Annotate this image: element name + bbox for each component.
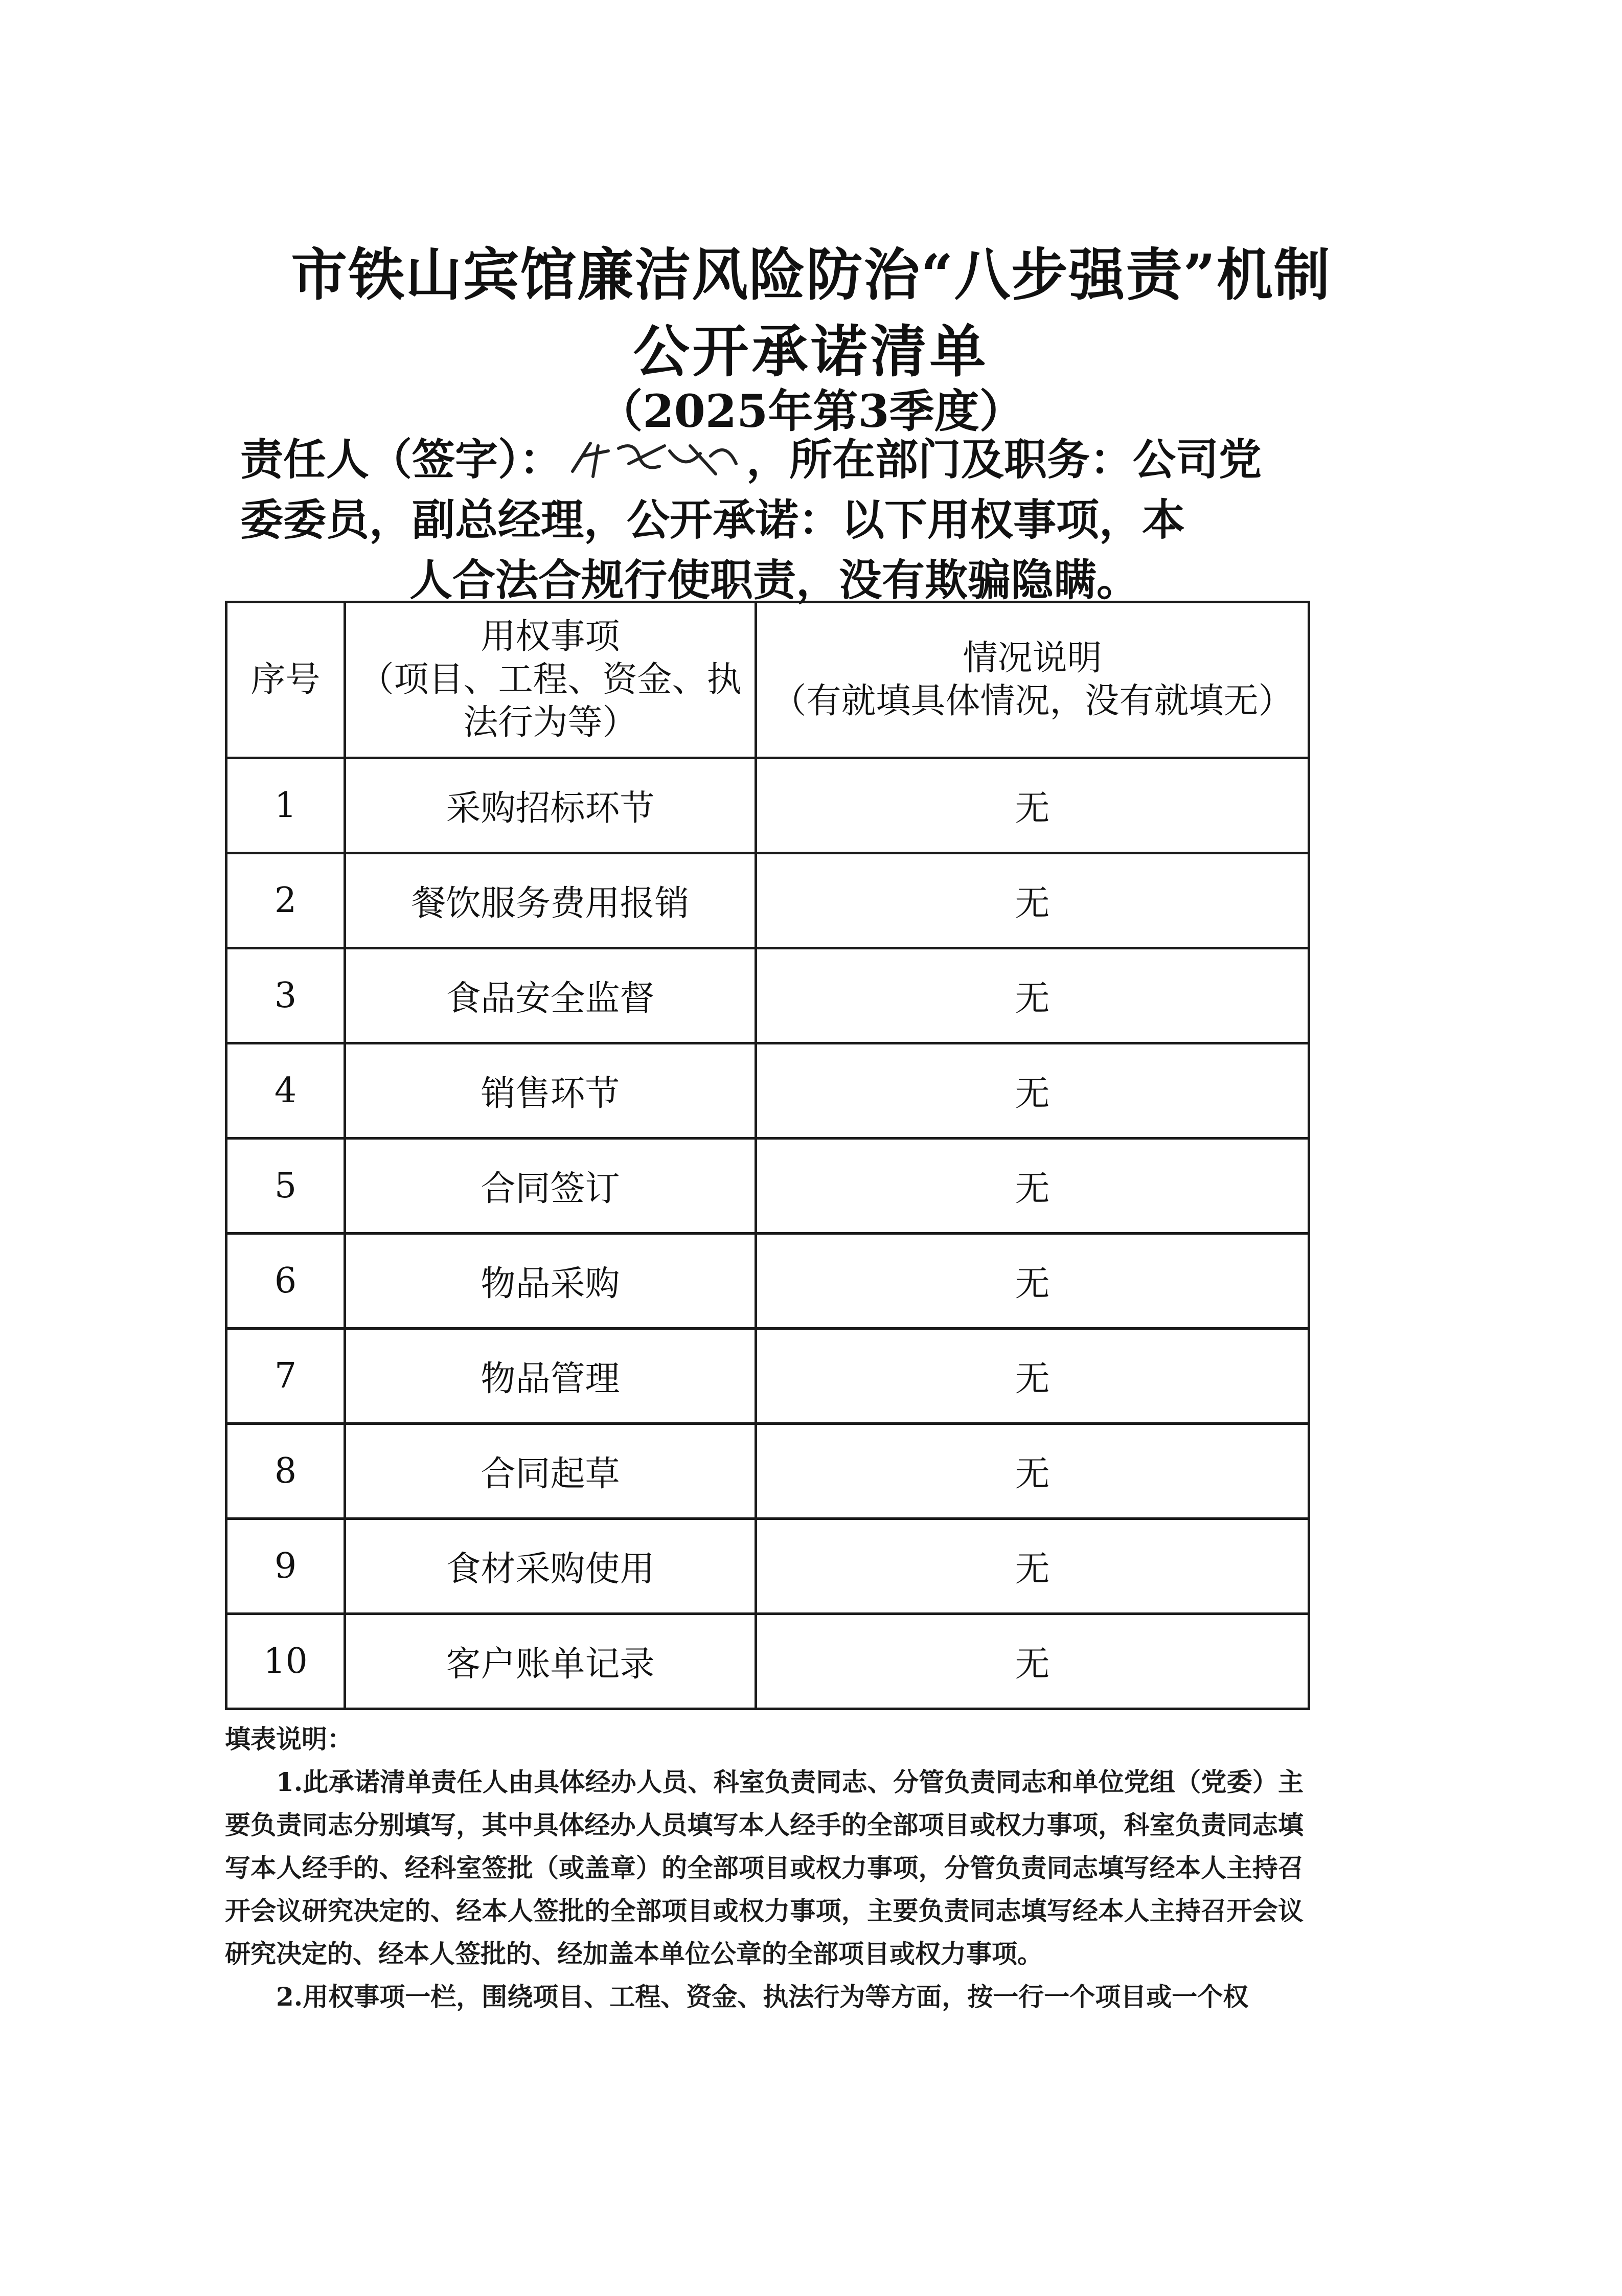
instructions-paragraph-1: 1.此承诺清单责任人由具体经办人员、科室负责同志、分管负责同志和单位党组（党委）主要负责同志分别填写，其中具体经办人员填写本人经手的全部项目或权力事项，科室负责同志填写本人经手的、经科室签批（或盖章）的全部项目或权力事项，分管负责同志填写经本人主持召开会议研究决定的、经本人签批的全部项目或权力事项，主要负责同志填写经本人主持召开会议研究决定的、经本人签批的、经加盖本单位公章的全部项目或权力事项。 bbox=[225, 1767, 1304, 1969]
statement-line-3: 人合法合规行使职责，没有欺骗隐瞒。 bbox=[409, 555, 1139, 605]
row-desc: 无 bbox=[756, 1424, 1309, 1519]
row-item: 采购招标环节 bbox=[345, 758, 756, 853]
filling-instructions bbox=[225, 1718, 1304, 2018]
table-row bbox=[226, 948, 1309, 1043]
table-row bbox=[226, 1043, 1309, 1139]
row-item: 合同签订 bbox=[345, 1139, 756, 1234]
row-no: 4 bbox=[226, 1043, 345, 1139]
commitment-statement bbox=[240, 429, 1309, 610]
row-item: 客户账单记录 bbox=[345, 1614, 756, 1709]
table-row bbox=[226, 853, 1309, 948]
table-row bbox=[226, 1614, 1309, 1709]
row-item: 物品采购 bbox=[345, 1234, 756, 1329]
table-row bbox=[226, 1519, 1309, 1614]
table-header-row bbox=[226, 602, 1309, 758]
row-no: 10 bbox=[226, 1614, 345, 1709]
row-desc: 无 bbox=[756, 1614, 1309, 1709]
row-no: 2 bbox=[226, 853, 345, 948]
document-title-line2: 公开承诺清单 bbox=[633, 319, 989, 384]
row-no: 9 bbox=[226, 1519, 345, 1614]
header-no: 序号 bbox=[226, 602, 345, 758]
commitment-table bbox=[225, 601, 1310, 1710]
row-desc: 无 bbox=[756, 1234, 1309, 1329]
table-row bbox=[226, 1234, 1309, 1329]
header-description bbox=[756, 602, 1309, 758]
row-desc: 无 bbox=[756, 1043, 1309, 1139]
row-desc: 无 bbox=[756, 853, 1309, 948]
statement-line-1 bbox=[240, 429, 1309, 490]
row-item: 销售环节 bbox=[345, 1043, 756, 1139]
header-power-item-title: 用权事项 bbox=[481, 617, 620, 657]
row-desc: 无 bbox=[756, 1139, 1309, 1234]
row-desc: 无 bbox=[756, 1519, 1309, 1614]
row-item: 食品安全监督 bbox=[345, 948, 756, 1043]
statement-line-2: 委委员，副总经理，公开承诺：以下用权事项，本 bbox=[240, 495, 1185, 545]
header-description-title: 情况说明 bbox=[963, 638, 1102, 678]
table-row bbox=[226, 1424, 1309, 1519]
header-description-sub: （有就填具体情况，没有就填无） bbox=[771, 681, 1293, 721]
row-item: 食材采购使用 bbox=[345, 1519, 756, 1614]
row-desc: 无 bbox=[756, 1329, 1309, 1424]
document-period: （2025年第3季度） bbox=[598, 384, 1024, 438]
row-desc: 无 bbox=[756, 948, 1309, 1043]
row-desc: 无 bbox=[756, 758, 1309, 853]
instructions-heading: 填表说明： bbox=[225, 1724, 353, 1754]
table-row bbox=[226, 758, 1309, 853]
row-item: 合同起草 bbox=[345, 1424, 756, 1519]
handwritten-signature bbox=[562, 436, 746, 482]
row-no: 7 bbox=[226, 1329, 345, 1424]
row-no: 1 bbox=[226, 758, 345, 853]
header-power-item bbox=[345, 602, 756, 758]
row-no: 6 bbox=[226, 1234, 345, 1329]
row-no: 8 bbox=[226, 1424, 345, 1519]
row-no: 5 bbox=[226, 1139, 345, 1234]
instructions-paragraph-2: 2.用权事项一栏，围绕项目、工程、资金、执法行为等方面，按一行一个项目或一个权 bbox=[276, 1982, 1249, 2012]
row-no: 3 bbox=[226, 948, 345, 1043]
department-position-label: ，所在部门及职务：公司党 bbox=[746, 435, 1262, 485]
row-item: 餐饮服务费用报销 bbox=[345, 853, 756, 948]
row-item: 物品管理 bbox=[345, 1329, 756, 1424]
table-row bbox=[226, 1329, 1309, 1424]
header-power-item-sub: （项目、工程、资金、执法行为等） bbox=[359, 660, 742, 743]
table-row bbox=[226, 1139, 1309, 1234]
signature-label: 责任人（签字）： bbox=[240, 435, 563, 485]
document-title-line1: 市铁山宾馆廉洁风险防治“八步强责”机制 bbox=[291, 242, 1331, 308]
